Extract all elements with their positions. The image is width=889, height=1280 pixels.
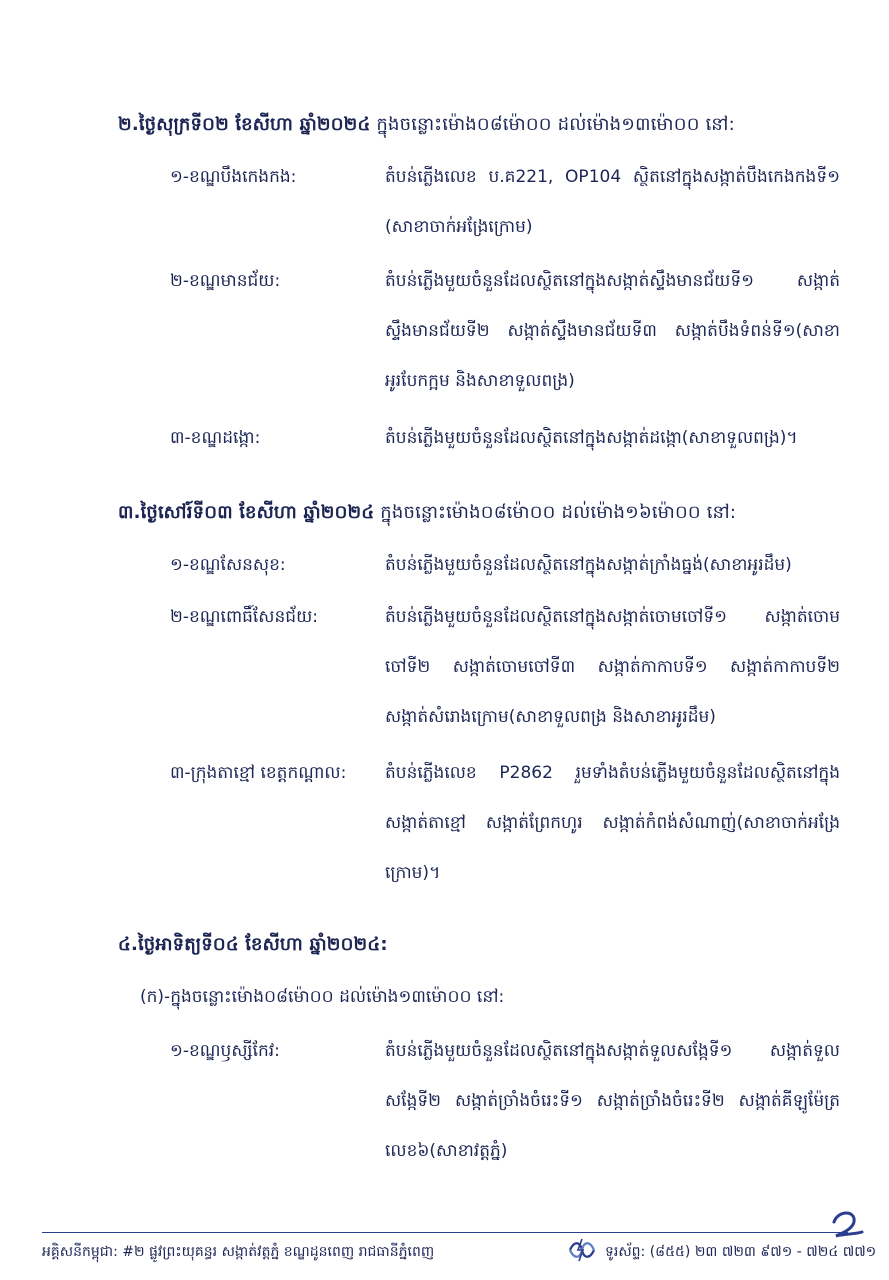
entry-line: តំបន់ភ្លើងមួយចំនួនដែលស្ថិតនៅក្នុងសង្កាត់ទួលសង្កែទី១ សង្កាត់ទួល	[385, 1041, 840, 1061]
entry-label: ១-ខណ្ឌបឹងកេងកង:	[170, 167, 297, 187]
entry-label: ១-ខណ្ឌឫស្សីកែវ:	[170, 1041, 280, 1061]
entry-text	[385, 748, 840, 898]
footer-divider	[42, 1232, 848, 1233]
edc-logo-icon	[566, 1237, 598, 1263]
entry-label: ២-ខណ្ឌពោធិ៍សែនជ័យ:	[170, 607, 318, 627]
footer-phone: ទូរស័ព្ទ: (៨៥៥) ២៣ ៧២៣ ៩៧១ - ៧២៤ ៧៧១	[605, 1244, 877, 1260]
entry-line: ក្រោម)។	[385, 863, 441, 883]
section-heading-date: ៣.ថ្ងៃសៅរ៍ទី០៣ ខែសីហា ឆ្នាំ២០២៤	[118, 502, 375, 523]
entry-line: អូរបែកក្អម និងសាខាទួលពង្រ)	[385, 371, 575, 391]
entry-label: ៣-ក្រុងតាខ្មៅ ខេត្តកណ្តាល:	[170, 763, 347, 783]
entry-line: ចៅទី២ សង្កាត់ចោមចៅទី៣ សង្កាត់កាកាបទី១ សង្កាត់កាកាបទី២	[385, 657, 840, 677]
section-heading-time: ក្នុងចន្លោះម៉ោង០៨ម៉ោ០០ ដល់ម៉ោង១៣ម៉ោ០០ នៅ:	[370, 114, 735, 135]
section-heading-day3	[118, 500, 736, 527]
entry-line: តំបន់ភ្លើងមួយចំនួនដែលស្ថិតនៅក្នុងសង្កាត់ស្ទឹងមានជ័យទី១ សង្កាត់	[385, 271, 840, 291]
section-heading-day2	[118, 112, 735, 139]
time-range-subheading: (ក)-ក្នុងចន្លោះម៉ោង០៨ម៉ោ០០ ដល់ម៉ោង១៣ម៉ោ០០ នៅ:	[140, 987, 505, 1007]
entry-line: តំបន់ភ្លើងលេខ P2862 រួមទាំងតំបន់ភ្លើងមួយចំនួនដែលស្ថិតនៅក្នុង	[385, 763, 840, 783]
entry-line: សង្កែទី២ សង្កាត់ច្រាំងចំរេះទី១ សង្កាត់ច្រាំងចំរេះទី២ សង្កាត់គីឡូម៉ែត្រ	[385, 1091, 840, 1111]
entry-label: ១-ខណ្ឌសែនសុខ:	[170, 555, 286, 575]
footer-address: អគ្គិសនីកម្ពុជា: #២ ផ្លូវព្រះយុគន្ធរ សង្កាត់វត្តភ្នំ ខណ្ឌដូនពេញ រាជធានីភ្នំពេញ	[42, 1244, 435, 1260]
signature-mark	[826, 1208, 866, 1242]
entry-text	[385, 540, 840, 590]
section-heading-date: ៤.ថ្ងៃអាទិត្យទី០៤ ខែសីហា ឆ្នាំ២០២៤:	[118, 934, 388, 955]
entry-text	[385, 256, 840, 406]
entry-line: លេខ៦(សាខាវត្តភ្នំ)	[385, 1141, 508, 1161]
entry-line: តំបន់ភ្លើងមួយចំនួនដែលស្ថិតនៅក្នុងសង្កាត់ដង្កោ(សាខាទួលពង្រ)។	[385, 428, 798, 448]
entry-line: សង្កាត់តាខ្មៅ សង្កាត់ព្រែកហូរ សង្កាត់កំពង់សំណាញ់(សាខាចាក់អង្រែ	[385, 813, 840, 833]
entry-text	[385, 152, 840, 252]
entry-line: តំបន់ភ្លើងមួយចំនួនដែលស្ថិតនៅក្នុងសង្កាត់ចោមចៅទី១ សង្កាត់ចោម	[385, 607, 840, 627]
entry-line: ស្ទឹងមានជ័យទី២ សង្កាត់ស្ទឹងមានជ័យទី៣ សង្កាត់បឹងទំពន់ទី១(សាខា	[385, 321, 840, 341]
entry-label: ២-ខណ្ឌមានជ័យ:	[170, 271, 281, 291]
entry-line: សង្កាត់សំរោងក្រោម(សាខាទួលពង្រ និងសាខាអូរដឹម)	[385, 707, 716, 727]
entry-label: ៣-ខណ្ឌដង្កោ:	[170, 428, 261, 448]
entry-line: តំបន់ភ្លើងមួយចំនួនដែលស្ថិតនៅក្នុងសង្កាត់ក្រាំងធ្នង់(សាខាអូរដឹម)	[385, 555, 792, 575]
entry-line: (សាខាចាក់អង្រែក្រោម)	[385, 217, 533, 237]
section-heading-time: ក្នុងចន្លោះម៉ោង០៨ម៉ោ០០ ដល់ម៉ោង១៦ម៉ោ០០ នៅ:	[374, 502, 737, 523]
section-heading-day4	[118, 932, 388, 959]
entry-text	[385, 592, 840, 742]
entry-text	[385, 1026, 840, 1176]
entry-line: តំបន់ភ្លើងលេខ ប.គ221, OP104 ស្ថិតនៅក្នុងសង្កាត់បឹងកេងកងទី១	[385, 167, 840, 187]
section-heading-date: ២.ថ្ងៃសុក្រទី០២ ខែសីហា ឆ្នាំ២០២៤	[118, 114, 371, 135]
entry-text	[385, 413, 840, 463]
